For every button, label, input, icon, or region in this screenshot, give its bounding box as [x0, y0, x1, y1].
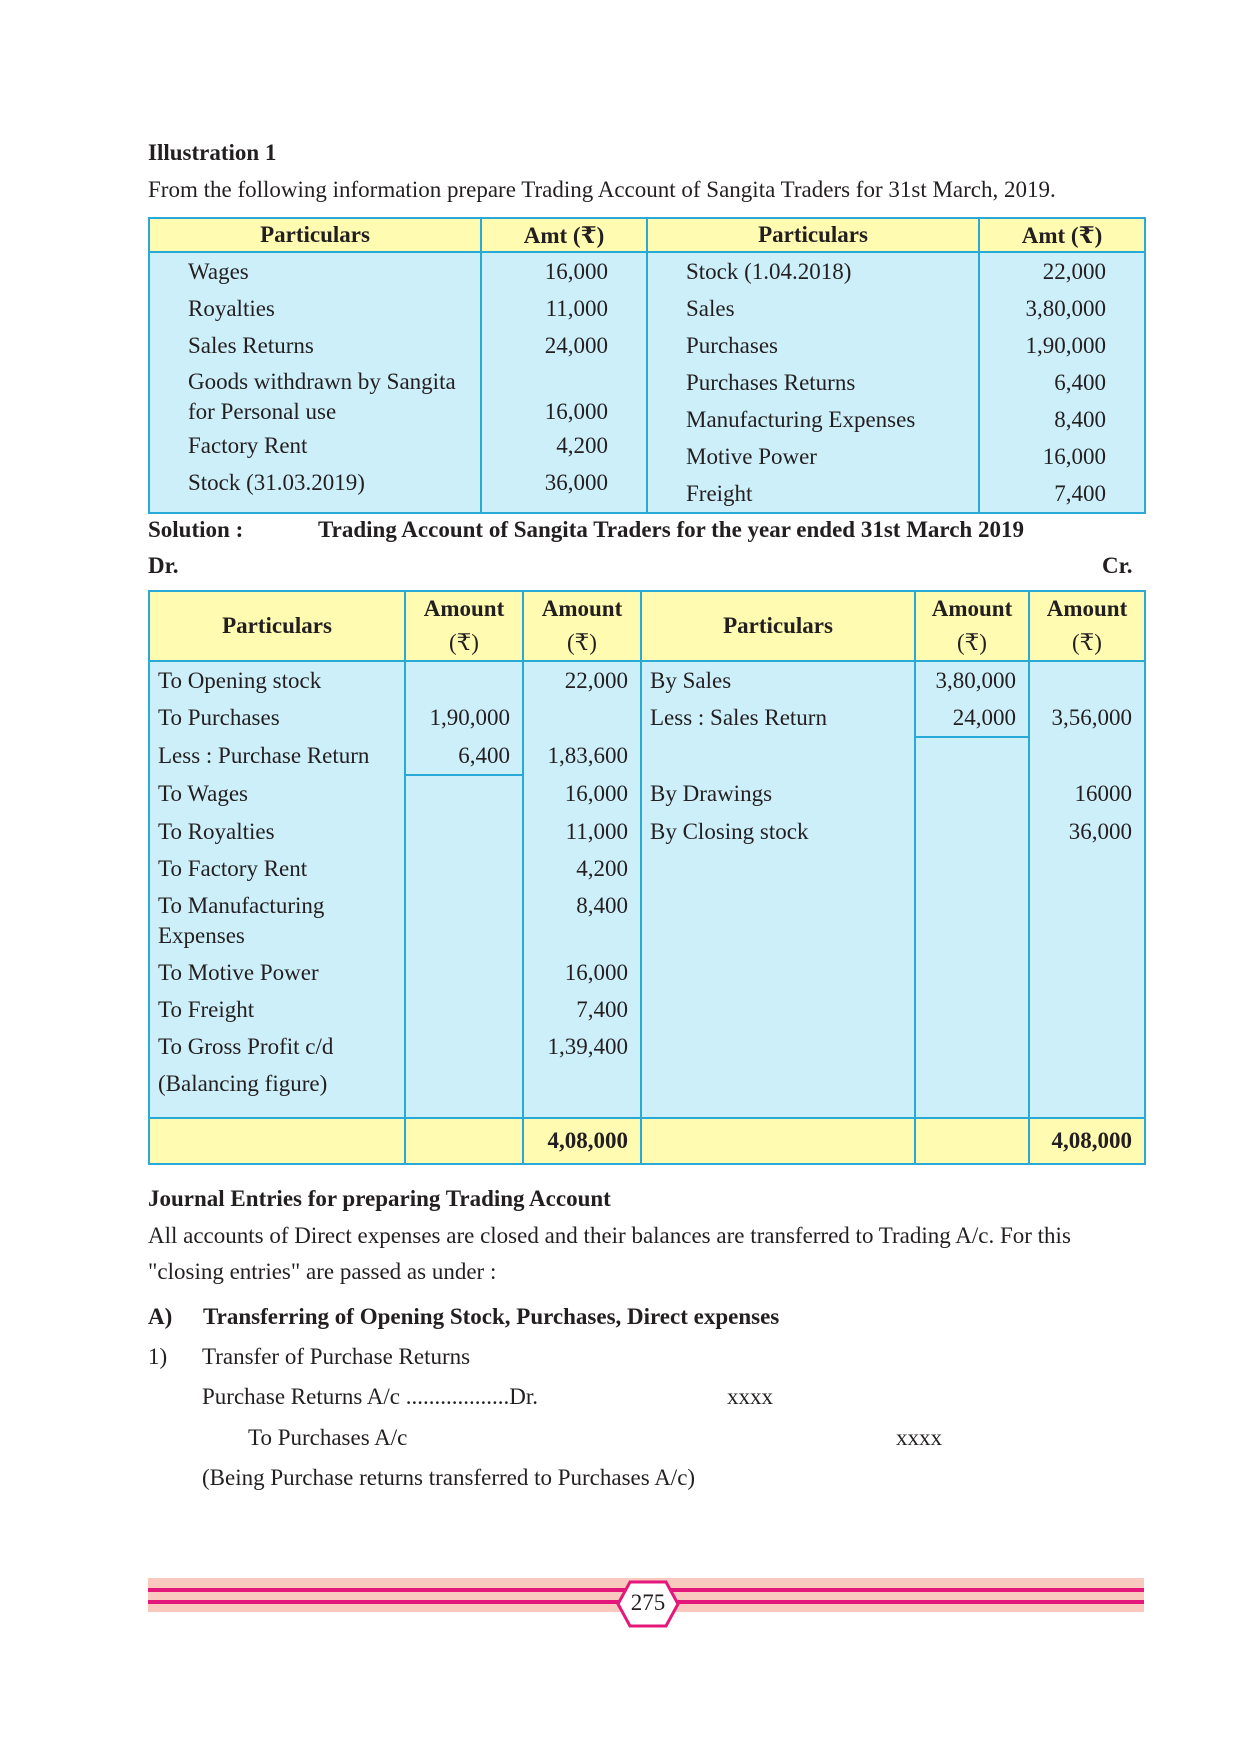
amount-cell	[405, 1065, 523, 1118]
page-number-badge	[616, 1580, 680, 1628]
cr-particular: By Closing stock	[641, 813, 915, 850]
rupee-label: (₹)	[957, 630, 987, 655]
amount-label: Amount	[1046, 596, 1128, 621]
solution-title: Trading Account of Sangita Traders for the year ended 31st March 2019	[318, 517, 1024, 542]
amount-cell	[405, 850, 523, 887]
info-header-particulars: Particulars	[647, 218, 979, 252]
amount-cell	[1029, 954, 1145, 991]
journal-heading: Journal Entries for preparing Trading Account	[148, 1186, 611, 1211]
table-row	[149, 850, 1145, 887]
cr-amount-header	[1029, 591, 1145, 661]
info-amt: 16,000	[1042, 444, 1106, 469]
page-number: 275	[630, 1590, 666, 1615]
amount-cell	[1029, 1065, 1145, 1118]
amount-cell	[1029, 887, 1145, 924]
amount-cell: 7,400	[523, 991, 641, 1028]
amount-cell	[915, 737, 1029, 775]
table-row	[149, 813, 1145, 850]
info-label: Freight	[686, 481, 753, 506]
info-label: Purchases	[686, 333, 778, 358]
amount-cell: 16,000	[523, 775, 641, 813]
amount-cell: 1,83,600	[523, 737, 641, 775]
amount-cell: 24,000	[915, 699, 1029, 737]
cr-particulars-header: Particulars	[641, 591, 915, 661]
info-amt: 1,90,000	[1025, 333, 1106, 358]
amount-cell	[915, 924, 1029, 954]
dr-particular: To Opening stock	[149, 661, 405, 699]
amount-cell	[1029, 991, 1145, 1028]
info-amt: 36,000	[544, 470, 608, 495]
total-empty-cell	[149, 1118, 405, 1164]
info-label: Factory Rent	[188, 433, 308, 458]
info-left-amounts	[481, 252, 647, 513]
amount-cell: 3,56,000	[1029, 699, 1145, 737]
amount-cell	[405, 991, 523, 1028]
dr-particular: (Balancing figure)	[149, 1065, 405, 1118]
info-label: Purchases Returns	[686, 370, 856, 395]
total-empty-cell	[641, 1118, 915, 1164]
total-empty-cell	[915, 1118, 1029, 1164]
dr-particular: Expenses	[149, 924, 405, 954]
dr-particular: To Freight	[149, 991, 405, 1028]
illustration-title: Illustration 1	[148, 140, 277, 165]
amount-cell: 4,200	[523, 850, 641, 887]
info-amt: 24,000	[544, 333, 608, 358]
amount-cell	[915, 813, 1029, 850]
amount-cell	[1029, 924, 1145, 954]
cr-particular	[641, 1065, 915, 1118]
amount-cell	[915, 1028, 1029, 1065]
entry-cr: To Purchases A/c	[248, 1425, 408, 1450]
amount-cell	[1029, 850, 1145, 887]
amount-cell	[405, 661, 523, 699]
amount-cell	[405, 954, 523, 991]
amount-cell: 16,000	[523, 954, 641, 991]
info-amt: 4,200	[556, 433, 608, 458]
info-label: Sales Returns	[188, 333, 314, 358]
table-row	[149, 699, 1145, 737]
dr-amount-header	[405, 591, 523, 661]
rupee-label: (₹)	[1072, 630, 1102, 655]
info-table	[148, 217, 1146, 514]
cr-particular	[641, 887, 915, 924]
amount-cell	[405, 775, 523, 813]
amount-cell	[915, 850, 1029, 887]
table-row	[149, 954, 1145, 991]
total-empty-cell	[405, 1118, 523, 1164]
amount-cell: 1,39,400	[523, 1028, 641, 1065]
amount-cell: 6,400	[405, 737, 523, 775]
info-label: Manufacturing Expenses	[686, 407, 916, 432]
amount-cell	[523, 699, 641, 737]
total-cr: 4,08,000	[1029, 1118, 1145, 1164]
amount-cell	[915, 991, 1029, 1028]
info-right-amounts	[979, 252, 1145, 513]
table-row	[149, 737, 1145, 775]
cr-particular: Less : Sales Return	[641, 699, 915, 737]
cr-label: Cr.	[1102, 553, 1133, 578]
info-right-labels	[647, 252, 979, 513]
dr-amount-header	[523, 591, 641, 661]
info-amt: 22,000	[1042, 259, 1106, 284]
amount-cell: 11,000	[523, 813, 641, 850]
info-label: Stock (1.04.2018)	[686, 259, 852, 284]
table-row	[149, 924, 1145, 954]
amount-cell	[1029, 661, 1145, 699]
amount-cell: 3,80,000	[915, 661, 1029, 699]
table-row	[149, 991, 1145, 1028]
amount-cell: 22,000	[523, 661, 641, 699]
amount-label: Amount	[931, 596, 1013, 621]
info-amt: 7,400	[1054, 481, 1106, 506]
entry-dr: Purchase Returns A/c ..................Dr.	[202, 1384, 539, 1409]
amount-cell	[1029, 1028, 1145, 1065]
amount-cell: 16000	[1029, 775, 1145, 813]
dr-particular: To Factory Rent	[149, 850, 405, 887]
info-label: Motive Power	[686, 444, 817, 469]
info-amt: 16,000	[544, 399, 608, 424]
dr-particular: To Motive Power	[149, 954, 405, 991]
dr-particular: Less : Purchase Return	[149, 737, 405, 775]
amount-cell	[523, 924, 641, 954]
amount-cell	[405, 924, 523, 954]
amount-cell	[405, 813, 523, 850]
info-label: Sales	[686, 296, 735, 321]
info-label: for Personal use	[188, 399, 337, 424]
dr-particular: To Manufacturing	[149, 887, 405, 924]
dr-particular: To Wages	[149, 775, 405, 813]
amount-label: Amount	[541, 596, 623, 621]
amount-cell	[523, 1065, 641, 1118]
amount-cell	[915, 775, 1029, 813]
info-left-labels	[149, 252, 481, 513]
info-amt: 8,400	[1054, 407, 1106, 432]
amount-cell: 8,400	[523, 887, 641, 924]
trading-account-table	[148, 590, 1146, 1165]
journal-para-line1: All accounts of Direct expenses are closed and their balances are transferred to Trading A/c. For this	[148, 1223, 1071, 1248]
amount-cell	[915, 1065, 1029, 1118]
dr-particular: To Royalties	[149, 813, 405, 850]
amount-label: Amount	[423, 596, 505, 621]
info-header-amt: Amt (₹)	[481, 218, 647, 252]
journal-para-line2: "closing entries" are passed as under :	[148, 1259, 497, 1284]
cr-amount-header	[915, 591, 1029, 661]
section-marker: A)	[148, 1304, 173, 1329]
cr-particular	[641, 924, 915, 954]
solution-label: Solution :	[148, 517, 244, 542]
info-amt: 16,000	[544, 259, 608, 284]
amount-cell	[1029, 737, 1145, 775]
info-label: Goods withdrawn by Sangita	[188, 369, 456, 394]
table-row	[149, 887, 1145, 924]
cr-particular	[641, 991, 915, 1028]
info-amt: 3,80,000	[1025, 296, 1106, 321]
amount-cell: 1,90,000	[405, 699, 523, 737]
dr-label: Dr.	[148, 553, 179, 578]
amount-cell: 36,000	[1029, 813, 1145, 850]
cr-particular: By Sales	[641, 661, 915, 699]
section-title: Transferring of Opening Stock, Purchases, Direct expenses	[203, 1304, 780, 1329]
cr-particular	[641, 954, 915, 991]
table-row	[149, 661, 1145, 699]
item-marker: 1)	[148, 1344, 168, 1369]
info-header-amt: Amt (₹)	[979, 218, 1145, 252]
info-header-particulars: Particulars	[149, 218, 481, 252]
cr-particular: By Drawings	[641, 775, 915, 813]
illustration-intro: From the following information prepare Trading Account of Sangita Traders for 31st March, 2019.	[148, 177, 1056, 202]
info-amt: 6,400	[1054, 370, 1106, 395]
dr-particulars-header: Particulars	[149, 591, 405, 661]
amount-cell	[915, 954, 1029, 991]
amount-cell	[915, 887, 1029, 924]
info-label: Wages	[188, 259, 249, 284]
cr-particular	[641, 1028, 915, 1065]
info-amt: 11,000	[545, 296, 608, 321]
cr-particular	[641, 850, 915, 887]
dr-particular: To Purchases	[149, 699, 405, 737]
entry-dr-amount: xxxx	[727, 1384, 773, 1409]
info-label: Stock (31.03.2019)	[188, 470, 365, 495]
cr-particular	[641, 737, 915, 775]
info-label: Royalties	[188, 296, 275, 321]
amount-cell	[405, 887, 523, 924]
item-title: Transfer of Purchase Returns	[202, 1344, 471, 1369]
rupee-label: (₹)	[449, 630, 479, 655]
table-row	[149, 1028, 1145, 1065]
entry-cr-amount: xxxx	[896, 1425, 942, 1450]
total-dr: 4,08,000	[523, 1118, 641, 1164]
table-row	[149, 775, 1145, 813]
amount-cell	[405, 1028, 523, 1065]
narration: (Being Purchase returns transferred to Purchases A/c)	[202, 1465, 696, 1490]
dr-particular: To Gross Profit c/d	[149, 1028, 405, 1065]
table-row	[149, 1065, 1145, 1118]
rupee-label: (₹)	[567, 630, 597, 655]
